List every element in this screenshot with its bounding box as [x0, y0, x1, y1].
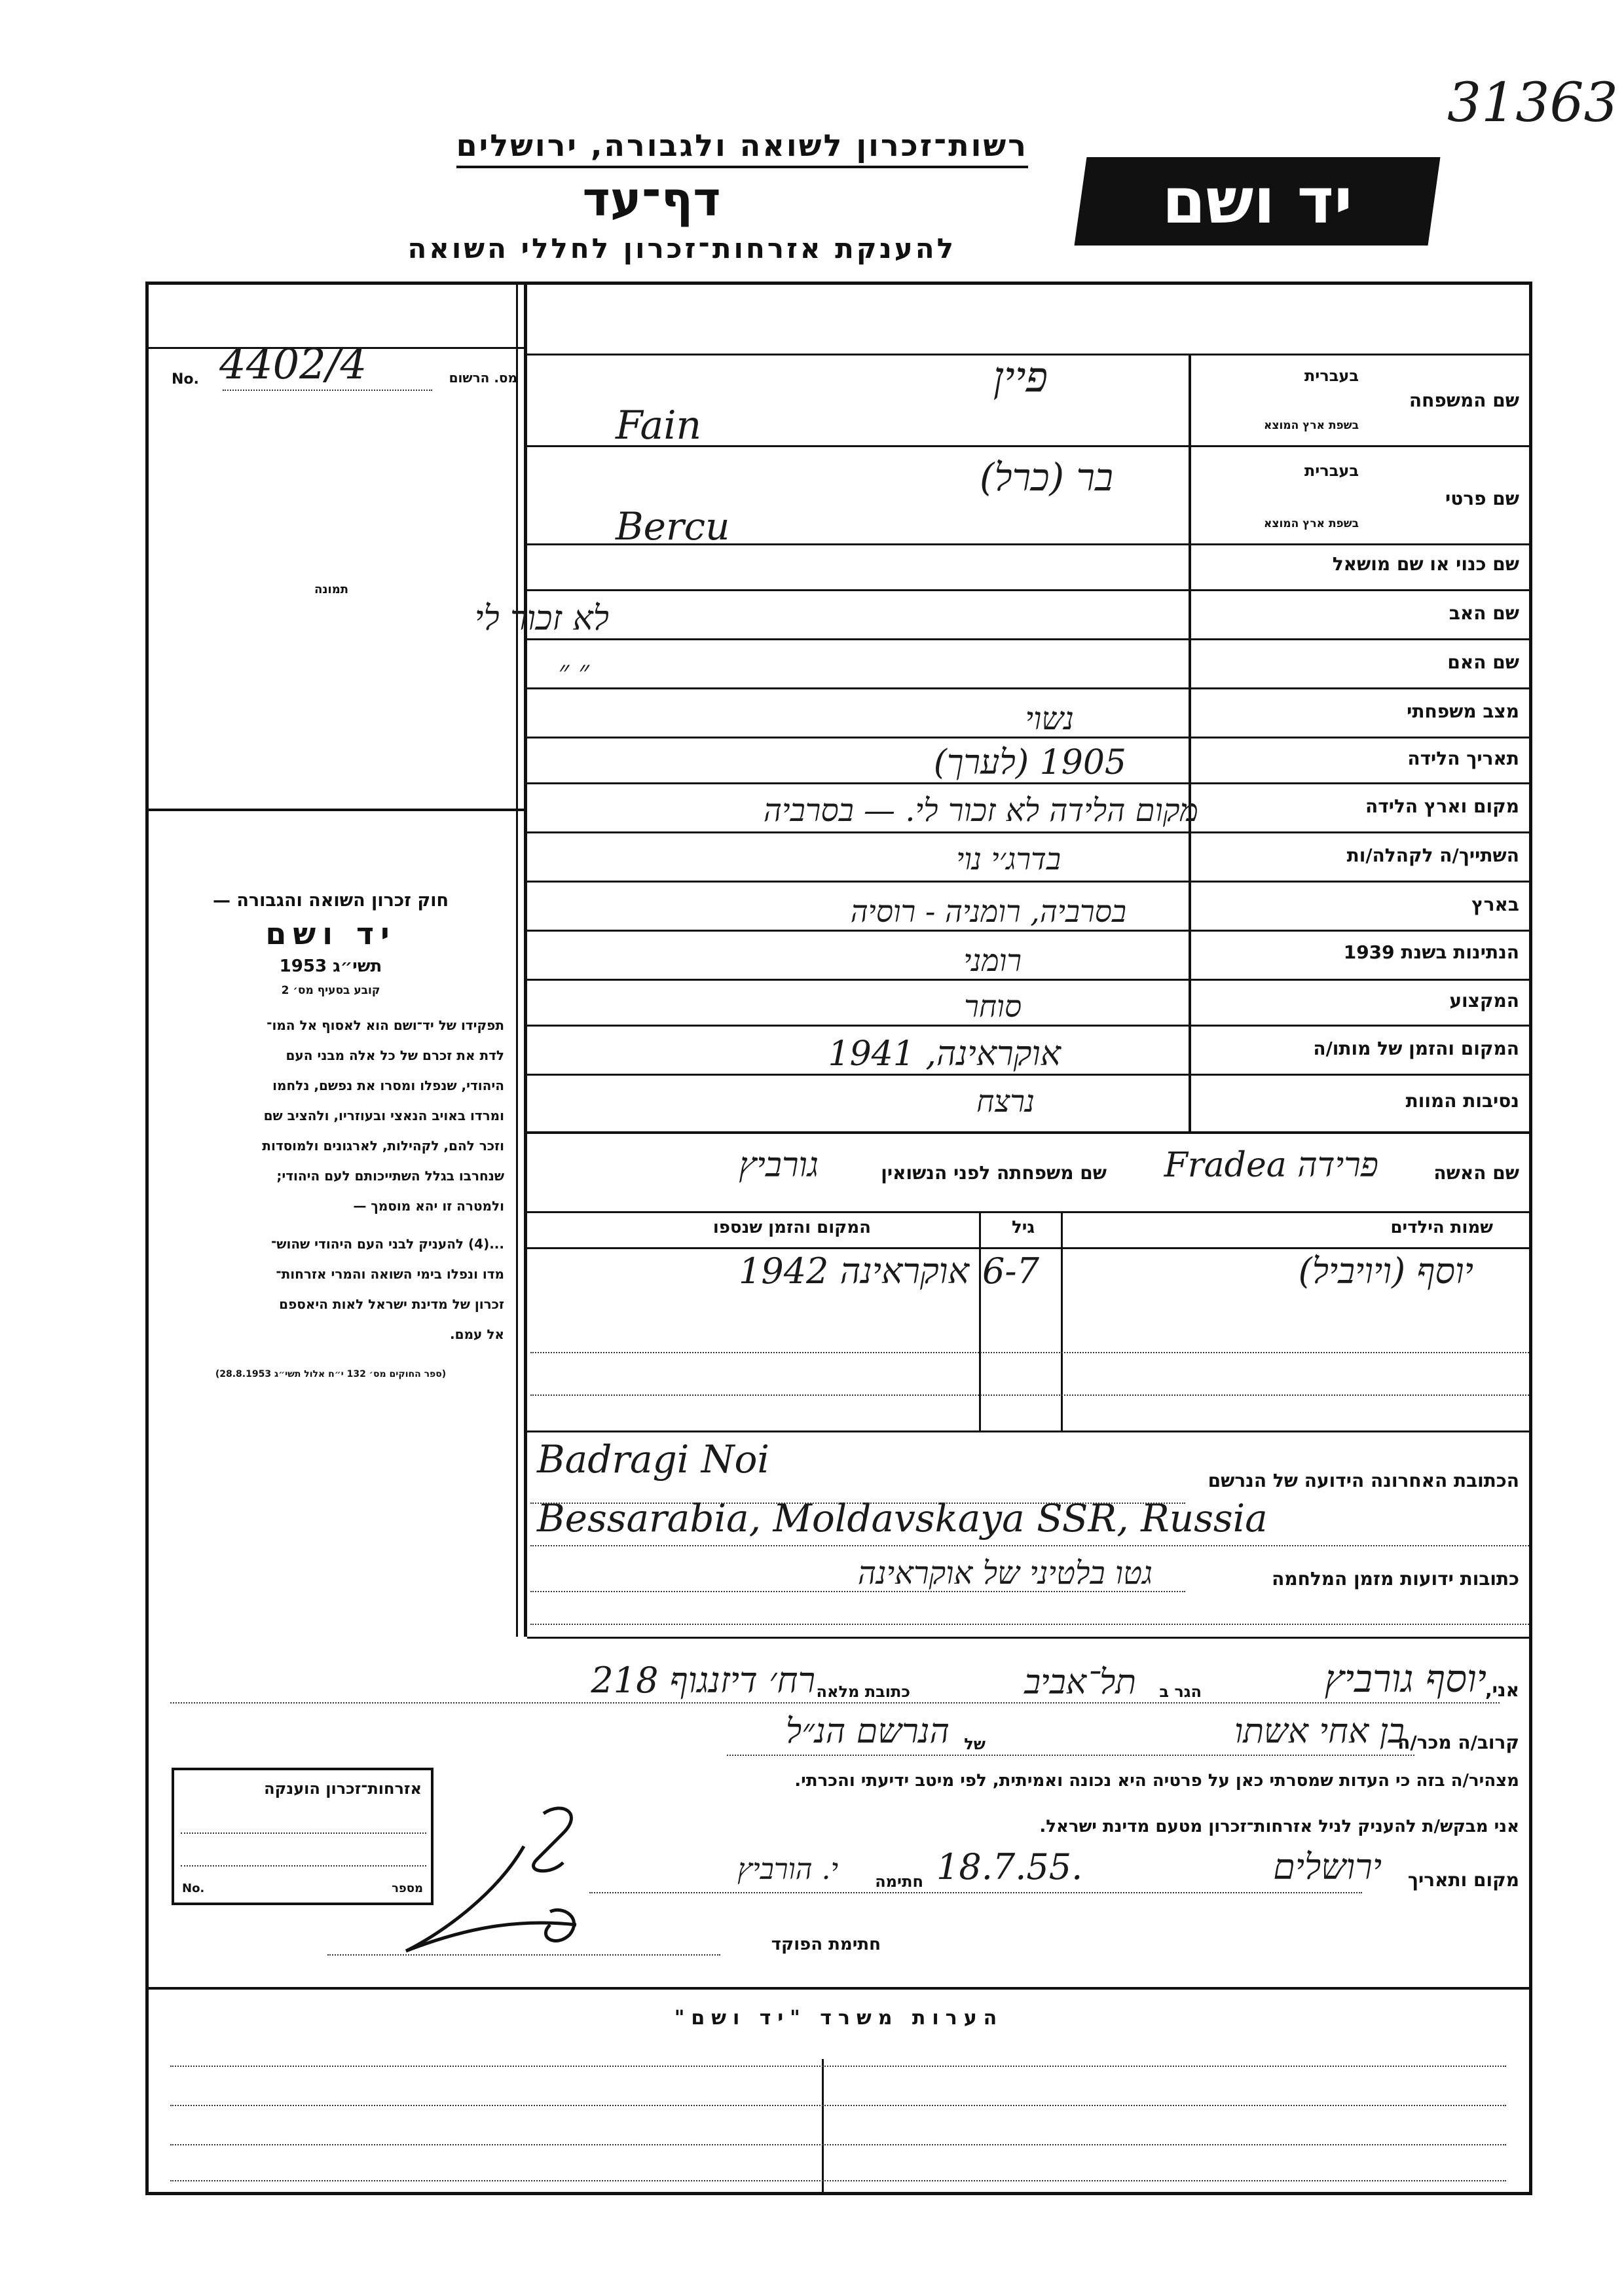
- birth-date-label: תאריך הלידה: [1407, 748, 1519, 769]
- logo-text: יד ושם: [1162, 164, 1353, 238]
- in-hebrew-label: בעברית: [1304, 367, 1359, 385]
- form-title: דף־עד: [582, 172, 721, 227]
- children-header: שמות הילדים: [1390, 1218, 1493, 1237]
- in-hebrew-label-2: בעברית: [1304, 462, 1359, 480]
- mother-value: ״ ״: [558, 655, 589, 688]
- decl-resident-value: תל־אביב: [1024, 1663, 1136, 1702]
- decl-place-value: ירושלים: [1273, 1846, 1382, 1887]
- nickname-label: שם כנוי או שם מושאל: [1332, 553, 1519, 575]
- birth-place-label: מקום וארץ הלידה: [1365, 795, 1519, 817]
- decl-i-label: אני,: [1485, 1679, 1519, 1701]
- law-name: יד ושם: [265, 916, 396, 951]
- child-died: אוקראינה 1942: [738, 1250, 969, 1292]
- first-name-origin: Bercu: [616, 504, 730, 549]
- law-panel: [157, 890, 504, 1379]
- child-name: יוסף (ויויביל): [1298, 1250, 1473, 1292]
- first-name-label: שם פרטי: [1445, 488, 1519, 509]
- decl-relation-value: בן אחי אשתו: [1234, 1712, 1405, 1751]
- stamp-no-label: No.: [182, 1882, 205, 1895]
- wife-value: פרידה Fradea: [1164, 1146, 1378, 1185]
- family-name-origin: Fain: [616, 403, 702, 448]
- in-origin-label-2: בשפת ארץ המוצא: [1263, 517, 1359, 530]
- age-header: גיל: [1011, 1218, 1035, 1237]
- office-notes-title: הערות משרד "יד ושם": [674, 2007, 1004, 2030]
- war-address-label: כתובות ידועות מזמן המלחמה: [1272, 1568, 1519, 1590]
- decl-relation-label: קרוב/ה מכר/ה: [1397, 1732, 1519, 1753]
- law-year: תשי״ג 1953: [279, 957, 382, 976]
- birth-date-value: 1905 (לערך): [933, 743, 1126, 782]
- stamp-number-label: מספר: [392, 1882, 423, 1895]
- last-address-label: הכתובת האחרונה הידועה של הנרשם: [1208, 1470, 1519, 1491]
- death-circ-label: נסיבות המוות: [1405, 1090, 1519, 1112]
- country-label: בארץ: [1471, 894, 1519, 915]
- family-name-hebrew: פיין: [993, 354, 1048, 402]
- law-ref: (ספר החוקים מס׳ 132 י״ח אלול תשי״ג 28.8.1953): [215, 1369, 447, 1379]
- officer-label: חתימת הפוקד: [771, 1935, 881, 1954]
- reg-label: מס. הרשום: [449, 370, 517, 386]
- birth-place-value: מקום הלידה לא זכור לי. — בסרביה: [763, 792, 1198, 829]
- marital-label: מצב משפחתי: [1407, 701, 1519, 722]
- reg-no-value: 4402/4: [219, 340, 367, 389]
- decl-place-date-label: מקום ותאריך: [1407, 1869, 1519, 1891]
- country-value: בסרביה, רומניה - רוסיה: [850, 894, 1126, 929]
- citizenship-label: הנתינות בשנת 1939: [1343, 941, 1519, 963]
- last-address-line2: Bessarabia, Moldavskaya SSR, Russia: [537, 1496, 1268, 1540]
- form-subtitle: להענקת אזרחות־זכרון לחללי השואה: [407, 232, 956, 264]
- in-origin-label: בשפת ארץ המוצא: [1263, 419, 1359, 432]
- stamp-title: אזרחות־זכרון הוענקה: [264, 1779, 422, 1798]
- decl-signature-value: י. הורביץ: [737, 1853, 838, 1886]
- decl-date-value: 18.7.55.: [936, 1846, 1083, 1887]
- maiden-value: גורביץ: [739, 1146, 819, 1185]
- wife-label: שם האשה: [1433, 1162, 1519, 1184]
- institution-name: רשות־זכרון לשואה ולגבורה, ירושלים: [456, 128, 1028, 168]
- decl-of-label: של: [964, 1735, 986, 1753]
- archive-number: 31363: [1447, 72, 1618, 134]
- last-address-line1: Badragi Noi: [537, 1437, 769, 1482]
- law-title: חוק זכרון השואה והגבורה —: [212, 890, 449, 911]
- marital-value: נשוי: [1025, 701, 1074, 737]
- decl-statement: מצהיר/ה בזה כי העדות שמסרתי כאן על פרטיה היא נכונה ואמיתית, לפי מיטב ידיעתי והכרתי.: [794, 1771, 1519, 1791]
- decl-of-value: הנרשם הנ״ל: [785, 1712, 950, 1751]
- first-name-hebrew: בר (כרל): [979, 455, 1113, 500]
- citizenship-value: רומני: [963, 943, 1022, 978]
- father-label: שם האב: [1449, 602, 1519, 624]
- decl-signature-label: חתימה: [875, 1872, 923, 1891]
- profession-value: סוחר: [964, 989, 1022, 1024]
- yad-vashem-logo: [1075, 157, 1441, 246]
- profession-label: המקצוע: [1449, 990, 1519, 1011]
- died-header: המקום והזמן שנספו: [712, 1218, 871, 1237]
- photo-label: תמונה: [314, 583, 349, 596]
- community-label: השתייך/ה לקהלה/ות: [1346, 845, 1519, 866]
- death-place-value: אוקראינה, 1941: [828, 1034, 1061, 1074]
- decl-address-label: כתובת מלאה: [816, 1683, 910, 1701]
- family-name-label: שם המשפחה: [1409, 390, 1519, 411]
- law-text: תפקידו של יד־ושם הוא לאסוף אל המו־ לדת את זכרם של כל אלה מבני העם היהודי, שנפלו ומסרו את נפשם, נלחמו ומרדו באויב הנאצי ובעוזריו, ולהציב שם וזכר להם, לקהילות, לארגונים ולמוסדות שנחרבו בגלל השתייכותם לעם היהודי; ולמטרה זו יהא מוסמך — ...(4) להעניק לבני העם היהודי שהוש־ מדו ונפלו בימי השואה והמרי אזרחות־ זכרון של מדינת ישראל לאות היאספם אל עמם.: [262, 1017, 504, 1342]
- death-place-label: המקום והזמן של מותו/ה: [1313, 1038, 1519, 1059]
- death-circ-value: נרצח: [976, 1084, 1035, 1119]
- stamp-box: [172, 1768, 434, 1905]
- decl-request: אני מבקש/ת להעניק לניל אזרחות־זכרון מטעם מדינת ישראל.: [1039, 1817, 1519, 1836]
- law-clause: קובע בסעיף מס׳ 2: [281, 984, 380, 997]
- father-value: לא זכור לי: [474, 599, 609, 638]
- reg-no-label: No.: [172, 371, 199, 388]
- child-age: 6-7: [982, 1250, 1039, 1292]
- decl-name: יוסף גורביץ: [1324, 1656, 1486, 1701]
- decl-address-value: רח׳ דיזנגוף 218: [591, 1660, 815, 1701]
- war-address-value: גטו בלטיני של אוקראינה: [857, 1555, 1153, 1592]
- maiden-label: שם משפחתה לפני הנשואין: [881, 1162, 1107, 1184]
- decl-resident-label: הגר ב: [1159, 1683, 1202, 1701]
- mother-label: שם האם: [1447, 651, 1519, 673]
- community-value: בדרג׳י נוי: [956, 841, 1061, 877]
